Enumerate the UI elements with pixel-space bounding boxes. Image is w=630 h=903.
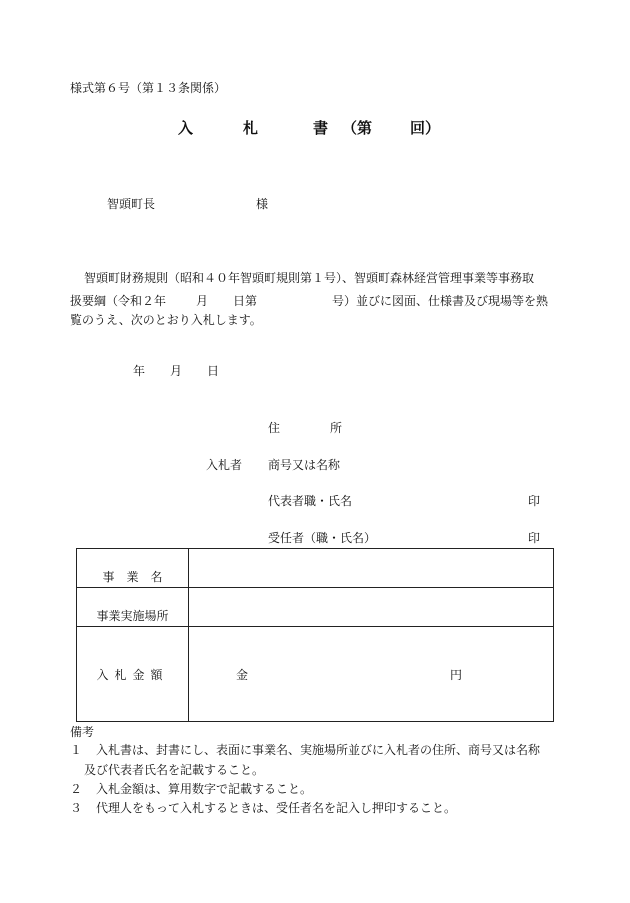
addressee-name: 智頭町長 — [107, 197, 156, 211]
body-line-1: 智頭町財務規則（昭和４０年智頭町規則第１号）、智頭町森林経営管理事業等事務取 — [84, 271, 535, 285]
note-3: 代理人をもって入札するときは、受任者名を記入し押印すること。 — [96, 801, 457, 815]
address-label-b: 所 — [330, 421, 343, 435]
representative-label: 代表者職・氏名 — [268, 494, 353, 508]
notes-heading: 備考 — [70, 725, 95, 739]
seal-mark-representative: 印 — [528, 494, 541, 508]
proxy-label: 受任者（職・氏名） — [268, 531, 377, 545]
table-row-project-name — [77, 549, 554, 588]
company-name-label: 商号又は名称 — [268, 458, 341, 472]
location-label — [77, 588, 189, 627]
location-label-text: 事業実施場所 — [96, 608, 169, 623]
date-day: 日 — [207, 364, 220, 378]
location-field[interactable] — [189, 588, 554, 627]
note-1-line-2: 及び代表者氏名を記載すること。 — [84, 763, 265, 777]
note-3-number: ３ — [70, 801, 83, 815]
body-line-2d: 号）並びに図面、仕様書及び現場等を熟 — [332, 294, 549, 308]
seal-mark-proxy: 印 — [528, 531, 541, 545]
table-row-amount — [77, 627, 554, 722]
date-month: 月 — [170, 364, 183, 378]
amount-field[interactable] — [189, 627, 554, 722]
document-title — [0, 120, 630, 140]
project-name-field[interactable] — [189, 549, 554, 588]
amount-suffix: 円 — [450, 668, 463, 682]
note-1-line-1: 入札書は、封書にし、表面に事業名、実施場所並びに入札者の住所、商号又は名称 — [96, 743, 541, 757]
body-line-3: 覧のうえ、次のとおり入札します。 — [70, 313, 262, 327]
amount-prefix: 金 — [236, 668, 249, 682]
title-char-4: （第 — [342, 119, 373, 137]
bidder-role-label: 入札者 — [206, 458, 243, 472]
body-line-2c: 日第 — [233, 294, 258, 308]
note-2-number: ２ — [70, 782, 83, 796]
project-name-label — [77, 549, 189, 588]
title-char-1: 入 — [178, 119, 194, 137]
address-label-a: 住 — [268, 421, 281, 435]
project-name-label-text: 事 業 名 — [102, 569, 163, 584]
amount-label — [77, 627, 189, 722]
title-char-3: 書 — [313, 119, 329, 137]
title-char-5: 回） — [410, 119, 441, 137]
body-line-2a: 扱要綱（令和２年 — [70, 294, 167, 308]
form-number: 様式第６号（第１３条関係） — [70, 81, 227, 95]
amount-label-text: 入札金額 — [96, 667, 169, 682]
note-1-number: １ — [70, 743, 83, 757]
body-line-2b: 月 — [196, 294, 209, 308]
note-2: 入札金額は、算用数字で記載すること。 — [96, 782, 313, 796]
date-year: 年 — [133, 364, 146, 378]
bid-details-table — [76, 548, 554, 722]
title-char-2: 札 — [243, 119, 259, 137]
addressee-honorific: 様 — [256, 197, 269, 211]
table-row-location — [77, 588, 554, 627]
